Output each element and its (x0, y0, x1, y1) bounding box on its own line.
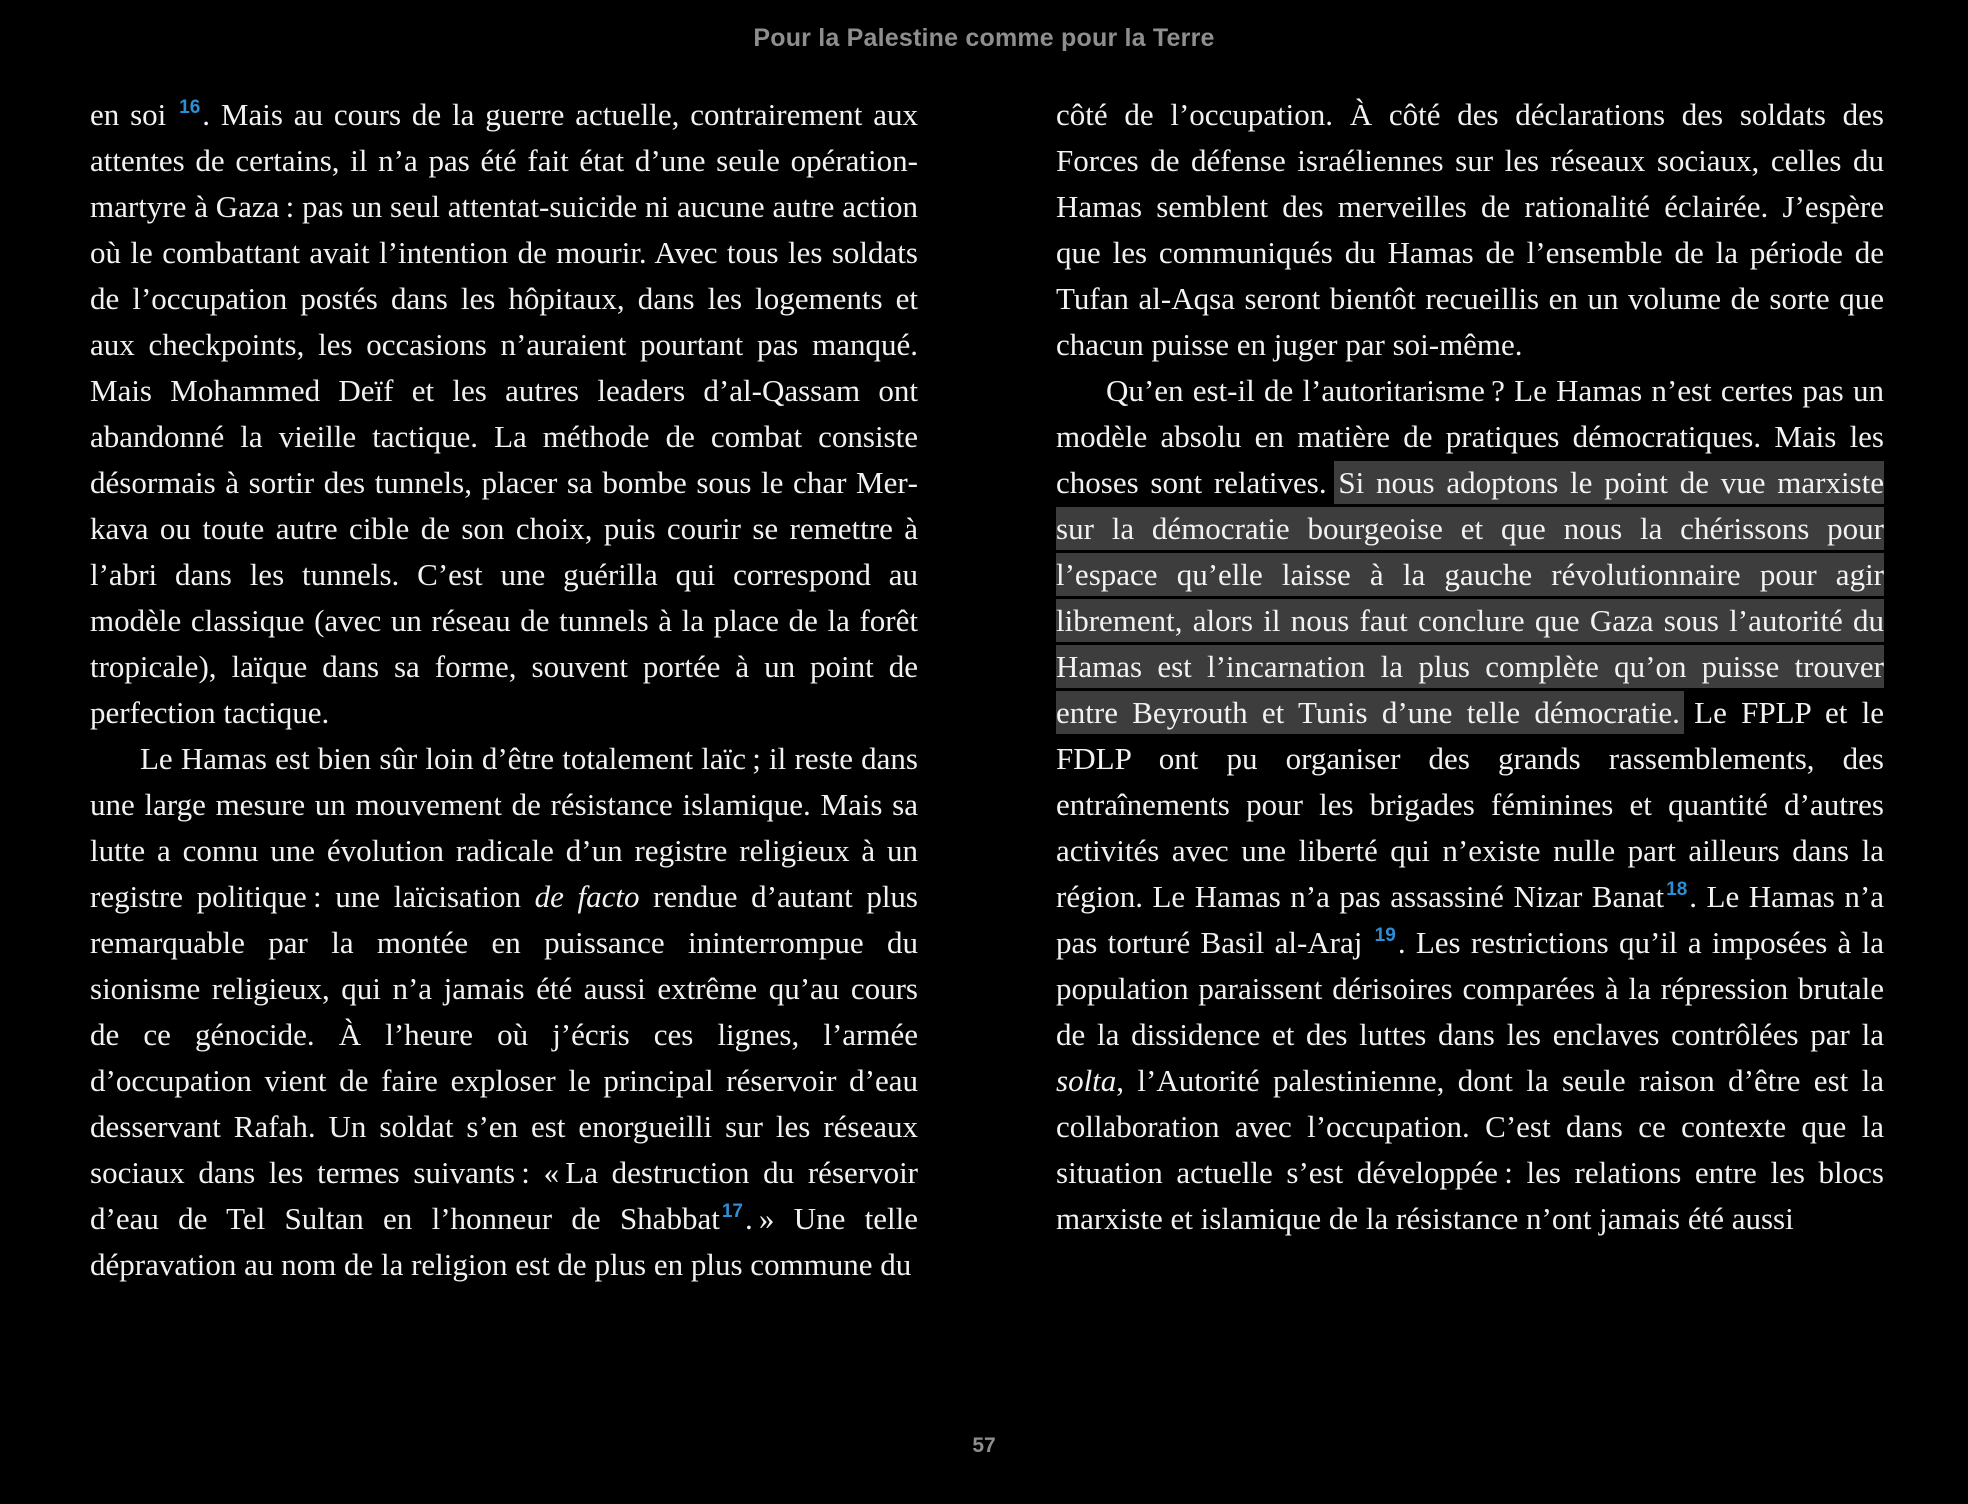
footnote-link-19[interactable]: 19 (1374, 925, 1396, 946)
paragraph (1056, 92, 1884, 368)
running-title: Pour la Palestine comme pour la Terre (753, 24, 1215, 52)
text-run: . » Une telle dépravation au nom de la religion est de plus en plus commune du (90, 1201, 918, 1282)
paragraph (90, 92, 918, 736)
paragraph (90, 736, 918, 1288)
text-run: . Le Hamas n’a pas torturé Basil al-Araj (1056, 879, 1884, 960)
text-run: . Mais au cours de la guerre actuelle, contrairement aux attentes de certains, il n’a pas été fait état d’une seule opération-martyre à Gaza : pas un seul attentat-suicide ni aucune autre action où le combattant avait l’intention de mourir. Avec tous les soldats de l’occupation postés dans les hôpitaux, dans les logements et aux checkpoints, les occasions n’auraient pourtant pas manqué. Mais Mohammed Deïf et les autres leaders d’al-Qassam ont abandonné la vieille tactique. La méthode de combat consiste désormais à sortir des tunnels, placer sa bombe sous le char Merkava ou toute autre cible de son choix, puis courir se remettre à l’abri dans les tunnels. C’est une guérilla qui correspond au modèle classique (avec un réseau de tunnels à la place de la forêt tropicale), laïque dans sa forme, souvent portée à un point de perfection tactique. (90, 97, 918, 730)
footnote-link-17[interactable]: 17 (721, 1201, 743, 1222)
page-number: 57 (972, 1434, 996, 1457)
paragraph (1056, 368, 1884, 1242)
text-run: en soi (90, 97, 178, 132)
text-run: Le Hamas est bien sûr loin d’être totalement laïc ; il reste dans une large mesure un mouvement de résistance islamique. Mais sa lutte a connu une évolution radicale d’un registre religieux à un registre politique : une laïcisation (90, 741, 918, 914)
text-run: Le FPLP et le FDLP ont pu organiser des grands rassemblements, des entraînements pour les brigades féminines et quantité d’autres activités avec une liberté qui n’existe nulle part ailleurs dans la région. Le Hamas n’a pas assassiné Nizar Banat (1056, 695, 1884, 914)
highlighted-passage[interactable]: Si nous adoptons le point de vue marxiste sur la démocratie bourgeoise et que nous la chérissons pour l’espace qu’elle laisse à la gauche révolutionnaire pour agir librement, alors il nous faut conclure que Gaza sous l’autorité du Hamas est l’incarnation la plus complète qu’on puisse trouver entre Beyrouth et Tunis d’une telle démocratie. (1056, 465, 1884, 730)
text-run: Qu’en est-il de l’autoritarisme ? Le Hamas n’est certes pas un modèle absolu en matière de pratiques démocratiques. Mais les choses sont relatives. (1056, 373, 1884, 500)
text-run: , l’Autorité palestinienne, dont la seule raison d’être est la collaboration avec l’occupation. C’est dans ce contexte que la situation actuelle s’est développée : les relations entre les blocs marxiste et islamique de la résistance n’ont jamais été aussi (1056, 1063, 1884, 1236)
text-run: rendue d’autant plus remarquable par la montée en puissance ininterrompue du sionisme religieux, qui n’a jamais été aussi extrême qu’au cours de ce génocide. À l’heure où j’écris ces lignes, l’armée d’occupation vient de faire exploser le principal réservoir d’eau desservant Rafah. Un soldat s’en est enorgueilli sur les réseaux sociaux dans les termes suivants : « La destruction du réservoir d’eau de Tel Sultan en l’honneur de Shabbat (90, 879, 918, 1236)
text-run: . Les restrictions qu’il a imposées à la population paraissent dérisoires comparées à la répression brutale de la dissidence et des luttes dans les enclaves contrôlées par la (1056, 925, 1884, 1052)
footnote-link-18[interactable]: 18 (1666, 879, 1688, 900)
italic-term: solta (1056, 1063, 1117, 1098)
text-column-right[interactable] (1056, 92, 1884, 1242)
italic-term: de facto (534, 879, 640, 914)
text-column-left[interactable] (90, 92, 918, 1288)
footnote-link-16[interactable]: 16 (179, 97, 201, 118)
text-run: côté de l’occupation. À côté des déclarations des soldats des Forces de défense israéliennes sur les réseaux sociaux, celles du Hamas semblent des merveilles de rationalité éclairée. J’espère que les communiqués du Hamas de l’ensemble de la période de Tufan al-Aqsa seront bientôt recueillis en un volume de sorte que chacun puisse en juger par soi-même. (1056, 97, 1884, 362)
